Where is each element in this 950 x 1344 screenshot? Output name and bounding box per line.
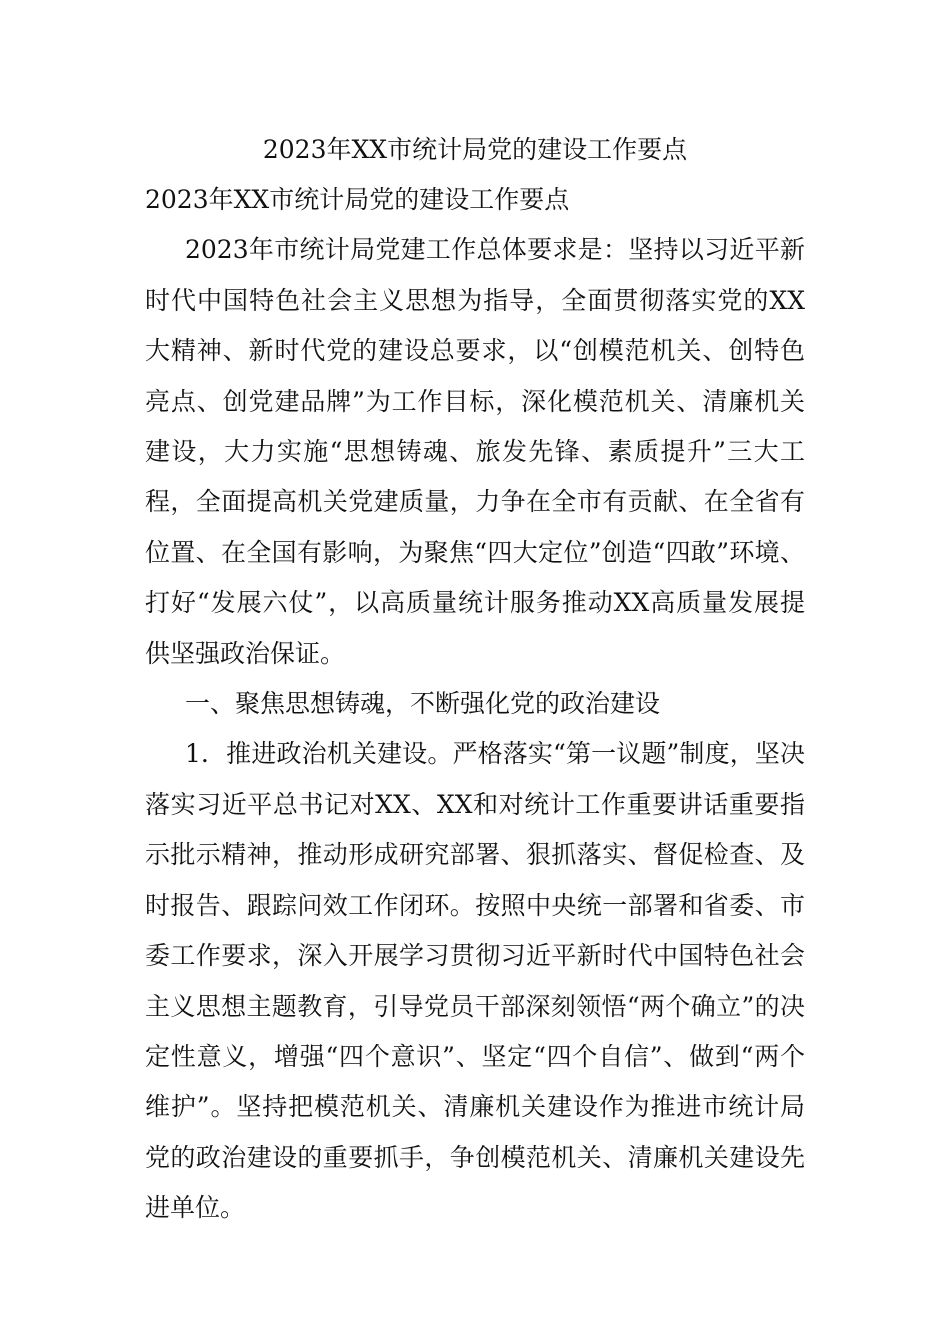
paragraph-item-1: 1．推进政治机关建设。严格落实“第一议题”制度，坚决落实习近平总书记对XX、XX和对统计工作重要讲话重要指示批示精神，推动形成研究部署、狠抓落实、督促检查、及时报告、跟踪问效工作闭环。按照中央统一部署和省委、市委工作要求，深入开展学习贯彻习近平新时代中国特色社会主义思想主题教育，引导党员干部深刻领悟“两个确立”的决定性意义，增强“四个意识”、坚定“四个自信”、做到“两个维护”。坚持把模范机关、清廉机关建设作为推进市统计局党的政治建设的重要抓手，争创模范机关、清廉机关建设先进单位。	[145, 739, 805, 1223]
paragraph-overview: 2023年市统计局党建工作总体要求是：坚持以习近平新时代中国特色社会主义思想为指导，全面贯彻落实党的XX大精神、新时代党的建设总要求，以“创模范机关、创特色亮点、创党建品牌”为工作目标，深化模范机关、清廉机关建设，大力实施“思想铸魂、旅发先锋、素质提升”三大工程，全面提高机关党建质量，力争在全市有贡献、在全省有位置、在全国有影响，为聚焦“四大定位”创造“四敢”环境、打好“发展六仗”，以高质量统计服务推动XX高质量发展提供坚强政治保证。	[145, 235, 805, 668]
section-heading-1: 一、聚焦思想铸魂，不断强化党的政治建设	[185, 689, 661, 719]
document-body	[145, 175, 805, 1234]
document-title: 2023年XX市统计局党的建设工作要点	[262, 135, 688, 164]
document-subtitle: 2023年XX市统计局党的建设工作要点	[145, 185, 570, 214]
